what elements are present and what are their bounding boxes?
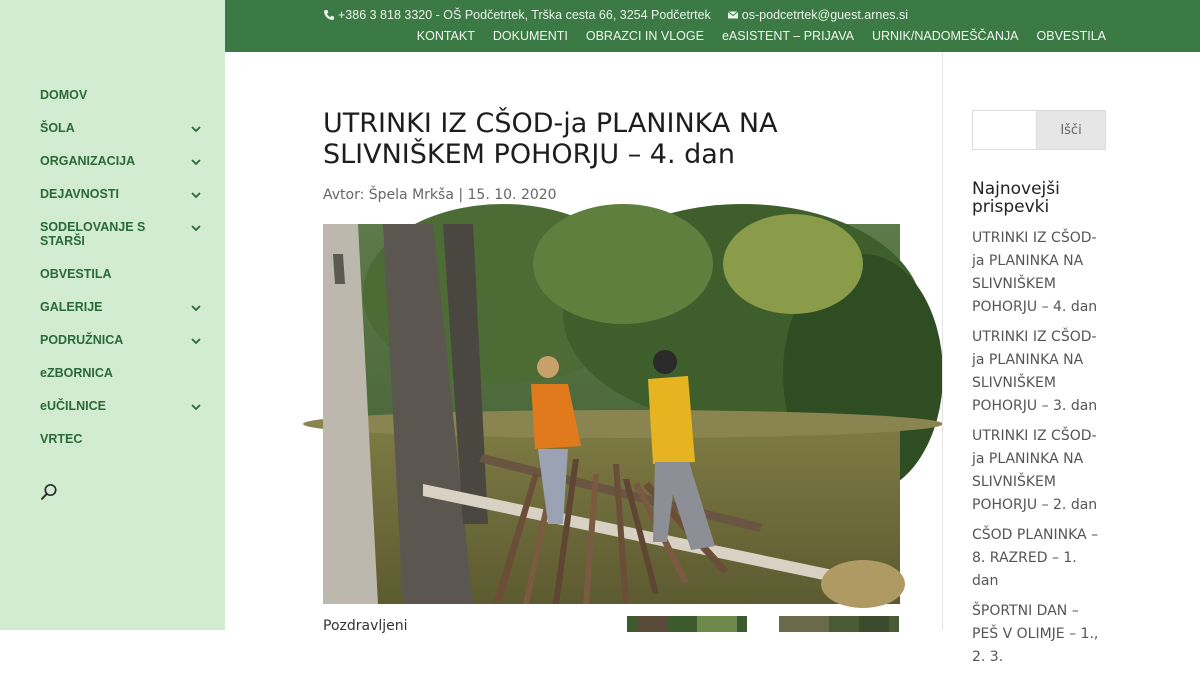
envelope-icon [727, 9, 739, 21]
phone-icon [323, 9, 335, 21]
chevron-down-icon[interactable] [190, 156, 202, 168]
chevron-down-icon[interactable] [190, 222, 202, 234]
phone-text[interactable]: +386 3 818 3320 - OŠ Podčetrtek, Trška cesta 66, 3254 Podčetrtek [338, 8, 711, 22]
menu-item-label: eZBORNICA [40, 366, 113, 380]
topnav-urnik[interactable]: URNIK/NADOMEŠČANJA [871, 29, 1019, 43]
recent-posts-title: Najnovejši prispevki [972, 179, 1060, 217]
menu-item-sodelovanje[interactable] [40, 220, 210, 248]
chevron-down-icon[interactable] [190, 302, 202, 314]
post-title: UTRINKI IZ CŠOD-ja PLANINKA NA SLIVNIŠKEM POHORJU – 4. dan [323, 108, 778, 170]
chevron-down-icon[interactable] [190, 123, 202, 135]
menu-item-dejavnosti[interactable] [40, 187, 210, 201]
menu-item-vrtec[interactable] [40, 432, 210, 446]
menu-item-eucilnice[interactable] [40, 399, 210, 413]
menu-item-label: SODELOVANJE S STARŠI [40, 220, 146, 248]
menu-item-label: GALERIJE [40, 300, 103, 314]
menu-item-label: ŠOLA [40, 121, 75, 135]
post-meta: Avtor: Špela Mrkša | 15. 10. 2020 [323, 187, 557, 203]
top-navigation [417, 29, 1106, 43]
topnav-easistent[interactable]: eASISTENT – PRIJAVA [721, 29, 854, 43]
recent-post-link[interactable]: UTRINKI IZ CŠOD-ja PLANINKA NA SLIVNIŠKEM POHORJU – 3. dan [972, 329, 1098, 414]
top-header [225, 0, 1200, 52]
chevron-down-icon[interactable] [190, 335, 202, 347]
topnav-dokumenti[interactable]: DOKUMENTI [492, 29, 568, 43]
gallery-thumbnail[interactable] [627, 616, 747, 632]
menu-item-organizacija[interactable] [40, 154, 210, 168]
main-menu [40, 88, 210, 465]
menu-item-label: DOMOV [40, 88, 88, 102]
article [323, 108, 900, 634]
menu-item-label: eUČILNICE [40, 399, 106, 413]
email-link[interactable]: os-podcetrtek@guest.arnes.si [741, 8, 909, 22]
menu-item-label: VRTEC [40, 432, 83, 446]
menu-item-podruznica[interactable] [40, 333, 210, 347]
topnav-kontakt[interactable]: KONTAKT [416, 29, 475, 43]
gallery-thumbnail[interactable] [779, 616, 899, 632]
search-icon[interactable] [40, 483, 58, 501]
left-sidebar [0, 0, 225, 630]
recent-posts-list [972, 227, 1122, 669]
chevron-down-icon[interactable] [190, 189, 202, 201]
search-button[interactable]: Išči [1036, 110, 1106, 150]
recent-post-link[interactable]: CŠOD PLANINKA – 8. RAZRED – 1. dan [972, 527, 1099, 589]
content-divider [942, 52, 943, 630]
post-intro: Pozdravljeni [323, 618, 408, 634]
menu-item-sola[interactable] [40, 121, 210, 135]
recent-posts-widget [972, 180, 1122, 676]
contact-info [323, 8, 908, 22]
topnav-obvestila[interactable]: OBVESTILA [1036, 29, 1106, 43]
menu-item-domov[interactable] [40, 88, 210, 102]
search-input[interactable] [972, 110, 1036, 150]
menu-item-label: OBVESTILA [40, 267, 112, 281]
menu-item-label: PODRUŽNICA [40, 333, 124, 347]
menu-item-label: ORGANIZACIJA [40, 154, 136, 168]
menu-item-galerije[interactable] [40, 300, 210, 314]
topnav-obrazci[interactable]: OBRAZCI IN VLOGE [585, 29, 704, 43]
featured-image[interactable] [323, 224, 900, 604]
search-widget [972, 110, 1106, 150]
menu-item-ezbornica[interactable] [40, 366, 210, 380]
menu-item-label: DEJAVNOSTI [40, 187, 119, 201]
chevron-down-icon[interactable] [190, 401, 202, 413]
recent-post-link[interactable]: ŠPORTNI DAN – PEŠ V OLIMJE – 1., 2. 3. [972, 603, 1099, 665]
recent-post-link[interactable]: UTRINKI IZ CŠOD-ja PLANINKA NA SLIVNIŠKEM POHORJU – 2. dan [972, 428, 1098, 513]
recent-post-link[interactable]: UTRINKI IZ CŠOD-ja PLANINKA NA SLIVNIŠKEM POHORJU – 4. dan [972, 230, 1098, 315]
menu-item-obvestila[interactable] [40, 267, 210, 281]
